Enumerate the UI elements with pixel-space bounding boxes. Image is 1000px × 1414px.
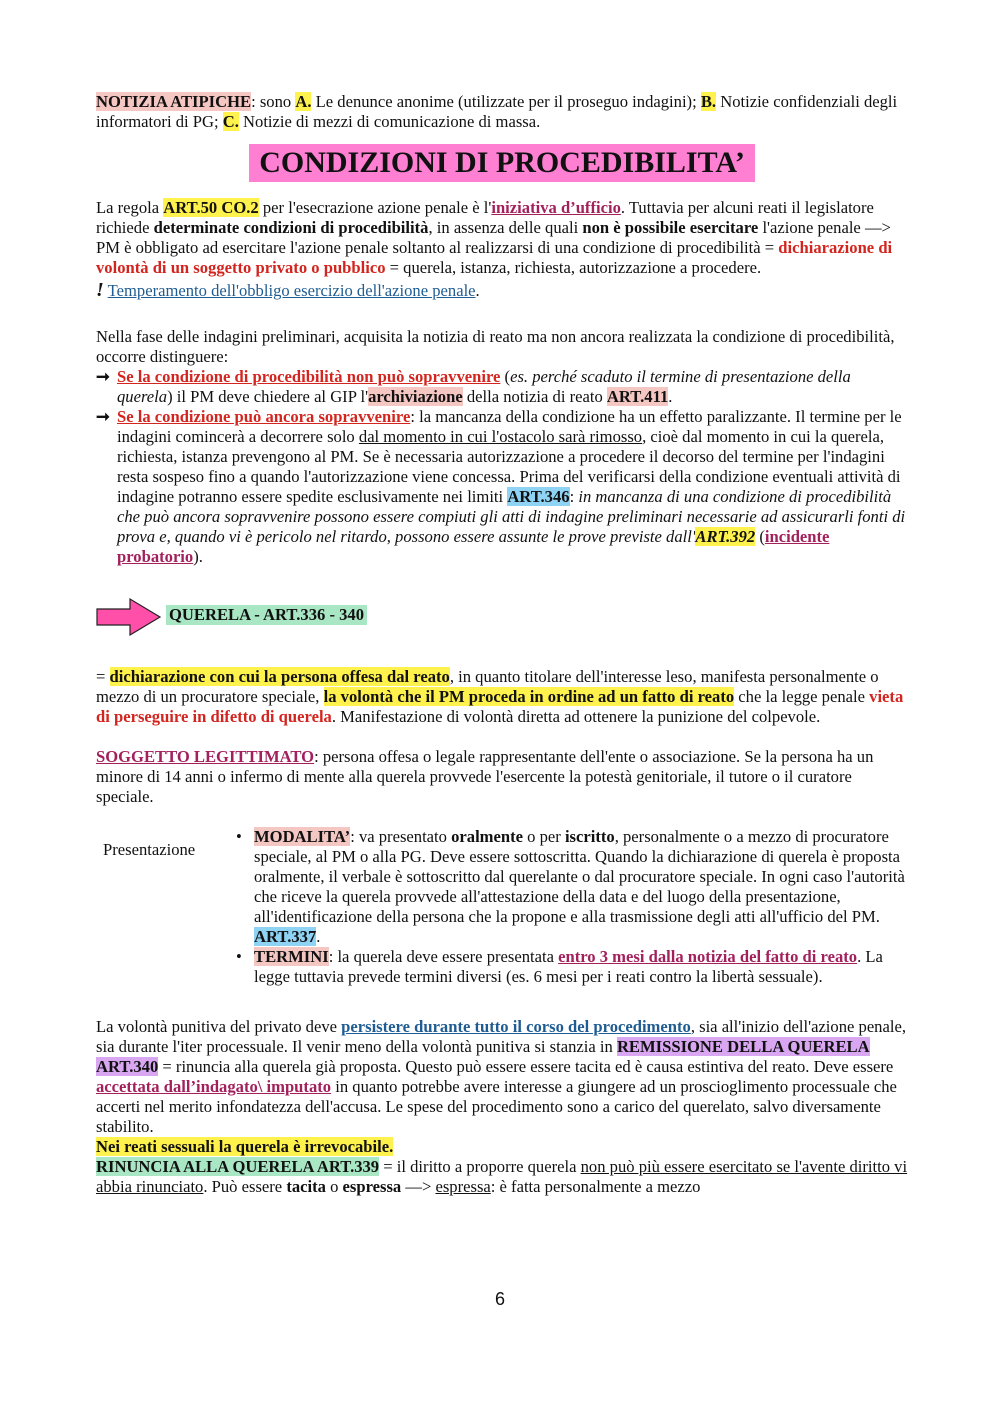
underlined-text: dal momento in cui l'ostacolo sarà rimosso <box>358 427 643 446</box>
modalita-term: MODALITA’ <box>254 827 351 846</box>
text: = il diritto a proporre querela <box>379 1157 581 1176</box>
bullet-ancora-sopravvenire <box>96 407 908 567</box>
modalita-item <box>236 827 908 947</box>
accettata-term: accettata dall’indagato\ imputato <box>96 1077 332 1096</box>
text: . Manifestazione di volontà diretta ad ottenere la punizione del colpevole. <box>331 707 821 726</box>
art-392-ref: ART.392 <box>695 527 756 546</box>
bold-term: oralmente <box>451 827 523 846</box>
archiviazione-term: archiviazione <box>368 387 463 406</box>
text: : la querela deve essere presentata <box>328 947 559 966</box>
text: . <box>668 387 673 406</box>
page-content <box>96 92 908 1197</box>
section-title-wrap <box>96 144 908 182</box>
text: —> <box>401 1177 436 1196</box>
bold-term: determinate condizioni di procedibilità <box>153 218 429 237</box>
text: della notizia di reato <box>462 387 607 406</box>
section-title: CONDIZIONI DI PROCEDIBILITA’ <box>249 144 755 182</box>
arrow-icon: ➞ <box>96 407 110 426</box>
termini-item <box>236 947 908 987</box>
italic-example: es. perché scaduto il termine di presentazione della querela <box>117 367 851 406</box>
text: Notizie di mezzi di comunicazione di massa. <box>238 112 541 131</box>
text: : sono <box>251 92 296 111</box>
temperamento-line <box>96 280 908 301</box>
text: . <box>475 281 480 300</box>
label-b: B. <box>700 92 717 111</box>
art-346-ref: ART.346 <box>507 487 570 506</box>
art-411-ref: ART.411 <box>606 387 669 406</box>
text: : persona offesa o legale rappresentante dell'ente o associazione. Se la persona ha un minore di 14 anni o infermo di mente alla querela provvede l'esercente la potestà genitoriale, il tutore o il curatore speciale. <box>96 747 874 806</box>
text: : <box>569 487 579 506</box>
page-number: 6 <box>494 1289 505 1309</box>
text: , personalmente o a mezzo di procuratore speciale, al PM o alla PG. Deve essere sottoscritta. Quando la dichiarazione di querela è proposta oralmente, il verbale è sottoscritto dal querelante o dal procuratore speciale. In ogni caso l'autorità che riceve la querela provvede all'attestazione della data e del luogo della presentazione, all'identificazione della persona che la propone e alla trasmissione degli atti all'ufficio del PM. <box>254 827 905 926</box>
bullet-dot-icon: • <box>236 947 242 966</box>
text: = rinuncia alla querela già proposta. Questo può essere essere tacita ed è causa estintiva del reato. Deve essere <box>158 1057 894 1076</box>
text: ( <box>500 367 511 386</box>
text: . La legge tuttavia prevede termini diversi (es. 6 mesi per i reati contro la libertà sessuale). <box>254 947 883 986</box>
text: , sia all'inizio dell'azione penale, sia durante l'iter processuale. Il venir meno della volontà punitiva si stanzia in <box>96 1017 906 1056</box>
text: Notizie confidenziali degli informatori di PG; <box>96 92 898 131</box>
soggetto-legittimato-paragraph <box>96 747 908 807</box>
text: che la legge penale <box>734 687 870 706</box>
text: o per <box>523 827 565 846</box>
text: La regola <box>96 198 164 217</box>
text: l'azione penale —> PM è obbligato ad esercitare l'azione penale soltanto al realizzarsi di una condizione di procedibilità = <box>96 218 891 257</box>
exclamation-icon: ! <box>96 279 104 301</box>
art-337-ref: ART.337 <box>254 927 317 946</box>
entro-3-mesi-term: entro 3 mesi dalla notizia del fatto di reato <box>558 947 858 966</box>
notizia-atipiche-paragraph <box>96 92 908 132</box>
text: . <box>316 927 321 946</box>
rinuncia-querela-term: RINUNCIA ALLA QUERELA ART.339 <box>96 1157 380 1176</box>
text: ) il PM deve chiedere al GIP l' <box>167 387 369 406</box>
underlined-text: non può più essere esercitato se l'avente diritto vi abbia rinunciato <box>96 1157 908 1196</box>
highlight-volonta: la volontà che il PM proceda in ordine ad un fatto di reato <box>323 687 735 706</box>
rinuncia-paragraph <box>96 1157 908 1197</box>
art-50-ref: ART.50 CO.2 <box>163 198 259 217</box>
iniziativa-ufficio-term: iniziativa d’ufficio <box>491 198 621 217</box>
indagini-paragraph: Nella fase delle indagini preliminari, acquisita la notizia di reato ma non ancora realizzata la condizione di procedibilità, occorre distinguere: <box>96 327 895 366</box>
underlined-text: espressa <box>435 1177 491 1196</box>
text: , in quanto titolare dell'interesse leso, manifesta personalmente o mezzo di un procuratore speciale, <box>96 667 879 706</box>
bullet-heading: Se la condizione di procedibilità non può sopravvenire <box>117 367 501 386</box>
regola-paragraph <box>96 198 908 278</box>
text: Le denunce anonime (utilizzate per il proseguo indagini); <box>311 92 701 111</box>
pink-arrow-icon <box>96 597 162 637</box>
remissione-querela-term: REMISSIONE DELLA QUERELA ART.340 <box>96 1037 870 1076</box>
persistere-term: persistere durante tutto il corso del procedimento <box>341 1017 691 1036</box>
text: . Può essere <box>203 1177 287 1196</box>
text: , cioè dal momento in cui la querela, richiesta, istanza prevengono al PM. Se è necessaria autorizzazione a procedere il decorso del termine per l'indagini resta sospeso fino a quando l'autorizzazione viene concessa. Prima del verificarsi della condizione eventuali attività di indagine potranno essere spedite esclusivamente nei limiti <box>117 427 901 506</box>
text: o <box>325 1177 343 1196</box>
text: in quanto potrebbe avere interesse a giungere ad un proscioglimento processuale che accerti nel merito infondatezza dell'accusa. Le spese del procedimento sono a carico del querelato, salvo diversamente stabilito. <box>96 1077 897 1136</box>
temperamento-link[interactable]: Temperamento dell'obbligo esercizio dell'azione penale <box>107 281 476 300</box>
querela-heading-row <box>96 597 908 637</box>
text: : va presentato <box>350 827 452 846</box>
bold-term: espressa <box>342 1177 402 1196</box>
querela-heading: QUERELA - ART.336 - 340 <box>166 605 367 625</box>
presentazione-list <box>236 827 908 987</box>
highlight-definition: dichiarazione con cui la persona offesa dal reato <box>109 667 450 686</box>
irrevocabile-note: Nei reati sessuali la querela è irrevocabile. <box>96 1137 394 1156</box>
text: , in assenza delle quali <box>428 218 583 237</box>
text: La volontà punitiva del privato deve <box>96 1017 342 1036</box>
bold-term: tacita <box>286 1177 326 1196</box>
text: : è fatta personalmente a mezzo <box>490 1177 701 1196</box>
red-term: vieta di perseguire in difetto di querela <box>96 687 904 726</box>
presentazione-block <box>96 827 908 987</box>
label-c: C. <box>222 112 239 131</box>
presentazione-label: Presentazione <box>103 840 196 859</box>
italic-quote: in mancanza di una condizione di procedibilità che può ancora sopravvenire possono essere compiuti gli atti di indagine preliminari necessarie ad assicurarli fonti di prova e, quando vi è pericolo nel ritardo, possono essere assunte le prove previste dall' <box>117 487 906 546</box>
text: ( <box>755 527 765 546</box>
termini-term: TERMINI <box>254 947 329 966</box>
term-notizia-atipiche: NOTIZIA ATIPICHE <box>96 92 252 111</box>
definition-red: dichiarazione di volontà di un soggetto privato o pubblico <box>96 238 893 277</box>
text: : la mancanza della condizione ha un effetto paralizzante. Il termine per le indagini comincerà a decorrere solo <box>117 407 902 446</box>
arrow-icon: ➞ <box>96 367 110 386</box>
bullet-dot-icon: • <box>236 827 242 846</box>
bold-term: non è possibile esercitare <box>582 218 759 237</box>
bullet-heading: Se la condizione può ancora sopravvenire <box>117 407 411 426</box>
text: = querela, istanza, richiesta, autorizzazione a procedere. <box>385 258 762 277</box>
text: = <box>96 667 110 686</box>
querela-definition-paragraph <box>96 667 908 727</box>
label-a: A. <box>295 92 312 111</box>
soggetto-legittimato-term: SOGGETTO LEGITTIMATO <box>96 747 315 766</box>
bold-term: iscritto <box>564 827 615 846</box>
text: ). <box>193 547 203 566</box>
bullet-non-sopravvenire <box>96 367 908 407</box>
text: . Tuttavia per alcuni reati il legislatore richiede <box>96 198 874 237</box>
text: per l'esecrazione azione penale è l' <box>258 198 492 217</box>
incidente-probatorio-term: incidente probatorio <box>117 527 830 566</box>
volonta-punitiva-paragraph <box>96 1017 908 1137</box>
reati-sessuali-line <box>96 1137 908 1157</box>
